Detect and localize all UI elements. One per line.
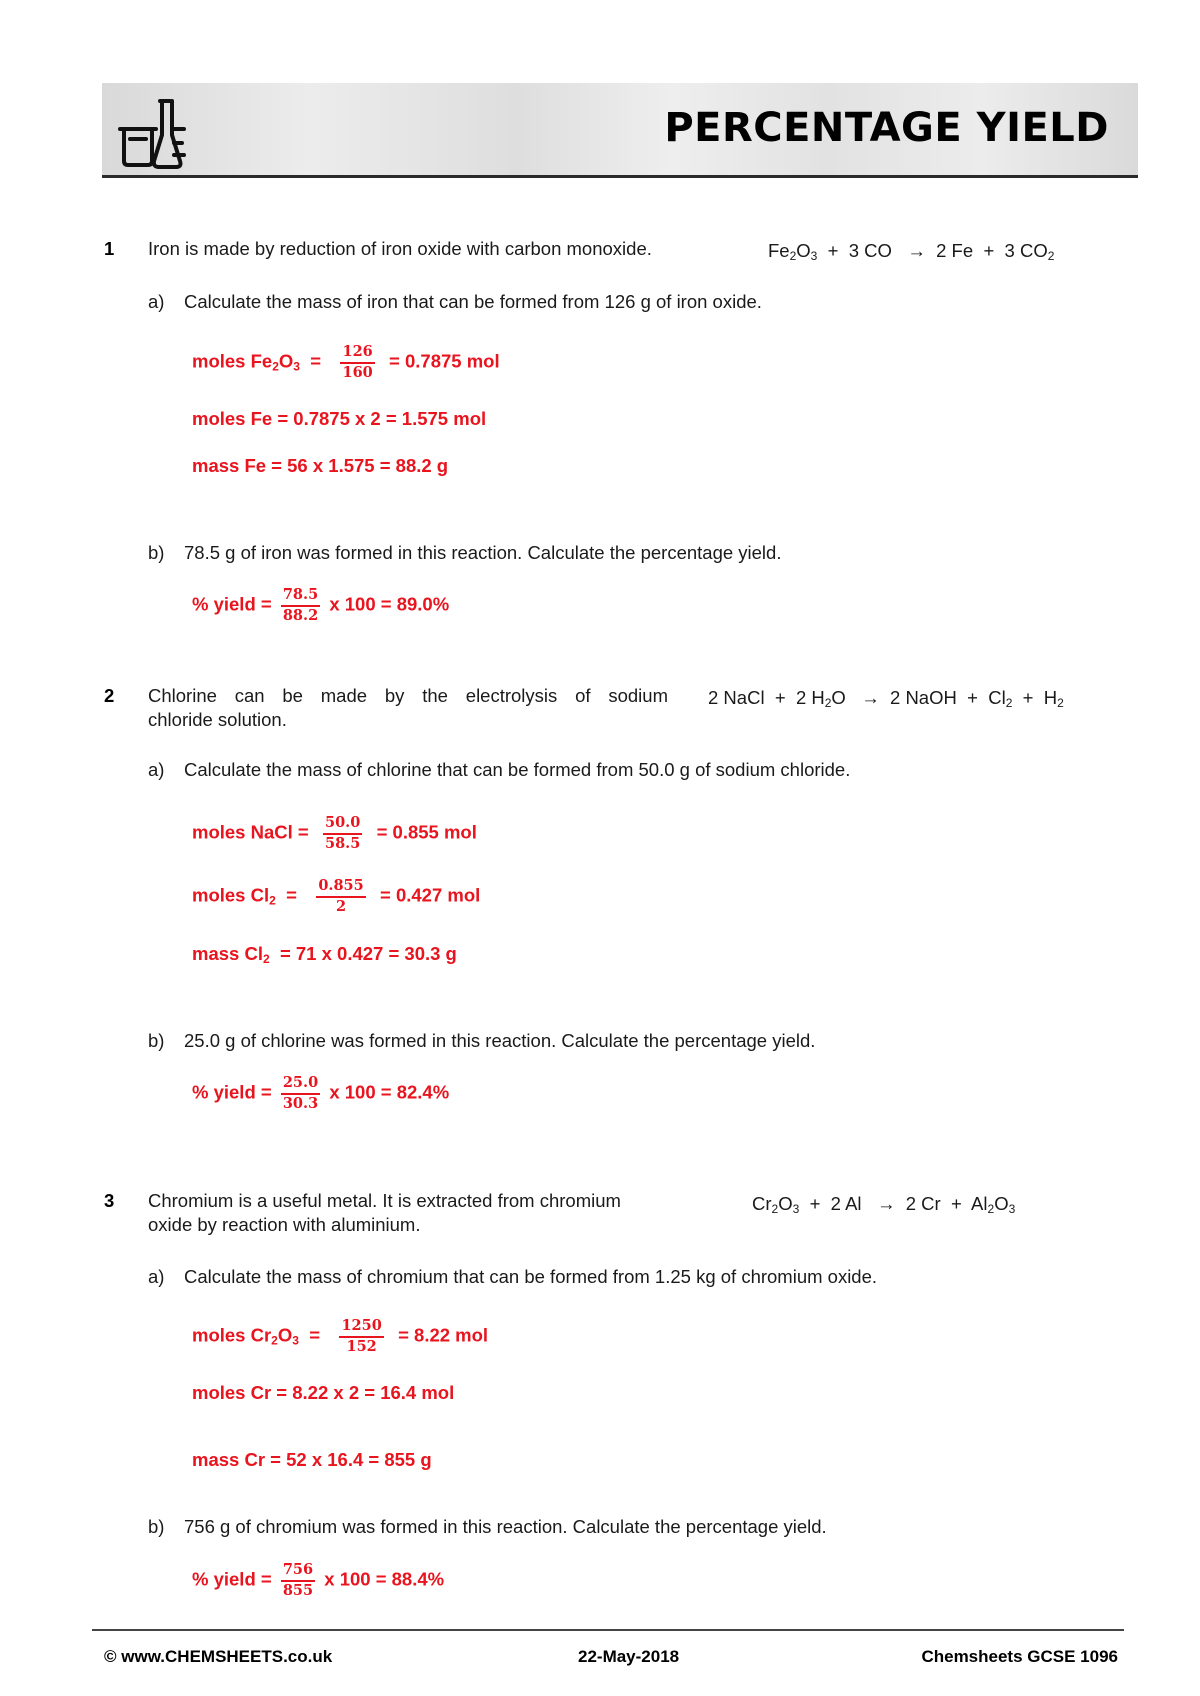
footer-sheet-id: Chemsheets GCSE 1096	[921, 1647, 1118, 1666]
footer-date: 22-May-2018	[578, 1647, 680, 1666]
chemical-equation: 2 NaCl + 2 $H_2O$ → 2 NaOH + $Cl_2 + H_2$	[708, 687, 1064, 710]
fraction: $\frac{1250}{152}$	[341, 1317, 382, 1355]
fraction: $\frac{756}{855}$	[282, 1561, 314, 1599]
question-text: Iron is made by reduction of iron oxide with carbon monoxide.	[148, 238, 652, 259]
question-number: 3	[104, 1190, 115, 1211]
answer-line: % yield = $\frac{25.0}{30.3}$ x 100 = 82.4%	[192, 1074, 450, 1112]
answer-line: moles Fe = 0.7875 x 2 = 1.575 mol	[192, 408, 487, 429]
part-label: a)	[148, 759, 165, 780]
footer-divider	[92, 1629, 1124, 1631]
part-label: b)	[148, 1516, 165, 1537]
answer-line: moles $Fe_2O_3$ = $\frac{126}{160}$ = 0.7875 mol	[192, 343, 500, 381]
fraction: $\frac{25.0}{30.3}$	[282, 1074, 319, 1112]
part-label: b)	[148, 1030, 165, 1051]
question-text: oxide by reaction with aluminium.	[148, 1214, 421, 1235]
part-question: Calculate the mass of iron that can be formed from 126 g of iron oxide.	[184, 291, 762, 312]
answer-line: mass $Cl_2 = 71$ x 0.427 = 30.3 g	[192, 943, 457, 966]
answer-line: % yield = $\frac{78.5}{88.2}$ x 100 = 89.0%	[192, 586, 450, 624]
part-question: Calculate the mass of chromium that can be formed from 1.25 kg of chromium oxide.	[184, 1266, 878, 1287]
fraction: $\frac{0.855}{2}$	[318, 877, 364, 915]
footer-website: © www.CHEMSHEETS.co.uk	[104, 1647, 333, 1666]
lab-glassware-icon	[116, 95, 188, 171]
fraction: $\frac{78.5}{88.2}$	[282, 586, 319, 624]
question-number: 1	[104, 238, 115, 259]
part-question: 78.5 g of iron was formed in this reaction. Calculate the percentage yield.	[184, 542, 782, 563]
answer-line: moles NaCl = $\frac{50.0}{58.5}$ = 0.855 mol	[192, 814, 477, 852]
chemical-equation: $Fe_2O_3 + 3$ CO → 2 Fe + 3 $CO_2$	[768, 240, 1055, 263]
part-question: Calculate the mass of chlorine that can be formed from 50.0 g of sodium chloride.	[184, 759, 851, 780]
question-text: Chromium is a useful metal. It is extracted from chromium	[148, 1190, 621, 1211]
part-label: b)	[148, 542, 165, 563]
answer-line: mass Fe = 56 x 1.575 = 88.2 g	[192, 455, 449, 476]
part-question: 25.0 g of chlorine was formed in this reaction. Calculate the percentage yield.	[184, 1030, 816, 1051]
answer-line: moles Cr = 8.22 x 2 = 16.4 mol	[192, 1382, 455, 1403]
part-label: a)	[148, 1266, 165, 1287]
answer-line: moles $Cr_2O_3$ = $\frac{1250}{152}$ = 8.22 mol	[192, 1317, 489, 1355]
page-title: PERCENTAGE YIELD	[664, 105, 1109, 151]
answer-line: % yield = $\frac{756}{855}$ x 100 = 88.4%	[192, 1561, 445, 1599]
fraction: $\frac{126}{160}$	[342, 343, 373, 381]
question-text: chloride solution.	[148, 709, 287, 730]
part-question: 756 g of chromium was formed in this reaction. Calculate the percentage yield.	[184, 1516, 827, 1537]
answer-line: moles $Cl_2$ = $\frac{0.855}{2}$ = 0.427 mol	[192, 877, 481, 915]
question-text: Chlorine can be made by the electrolysis of sodium	[148, 685, 668, 706]
part-label: a)	[148, 291, 165, 312]
answer-line: mass Cr = 52 x 16.4 = 855 g	[192, 1449, 432, 1470]
question-number: 2	[104, 685, 115, 706]
header-divider	[102, 175, 1138, 178]
fraction: $\frac{50.0}{58.5}$	[324, 814, 361, 852]
chemical-equation: $Cr_2O_3 + 2$ Al → 2 $Cr + Al_2O_3$	[752, 1193, 1016, 1216]
